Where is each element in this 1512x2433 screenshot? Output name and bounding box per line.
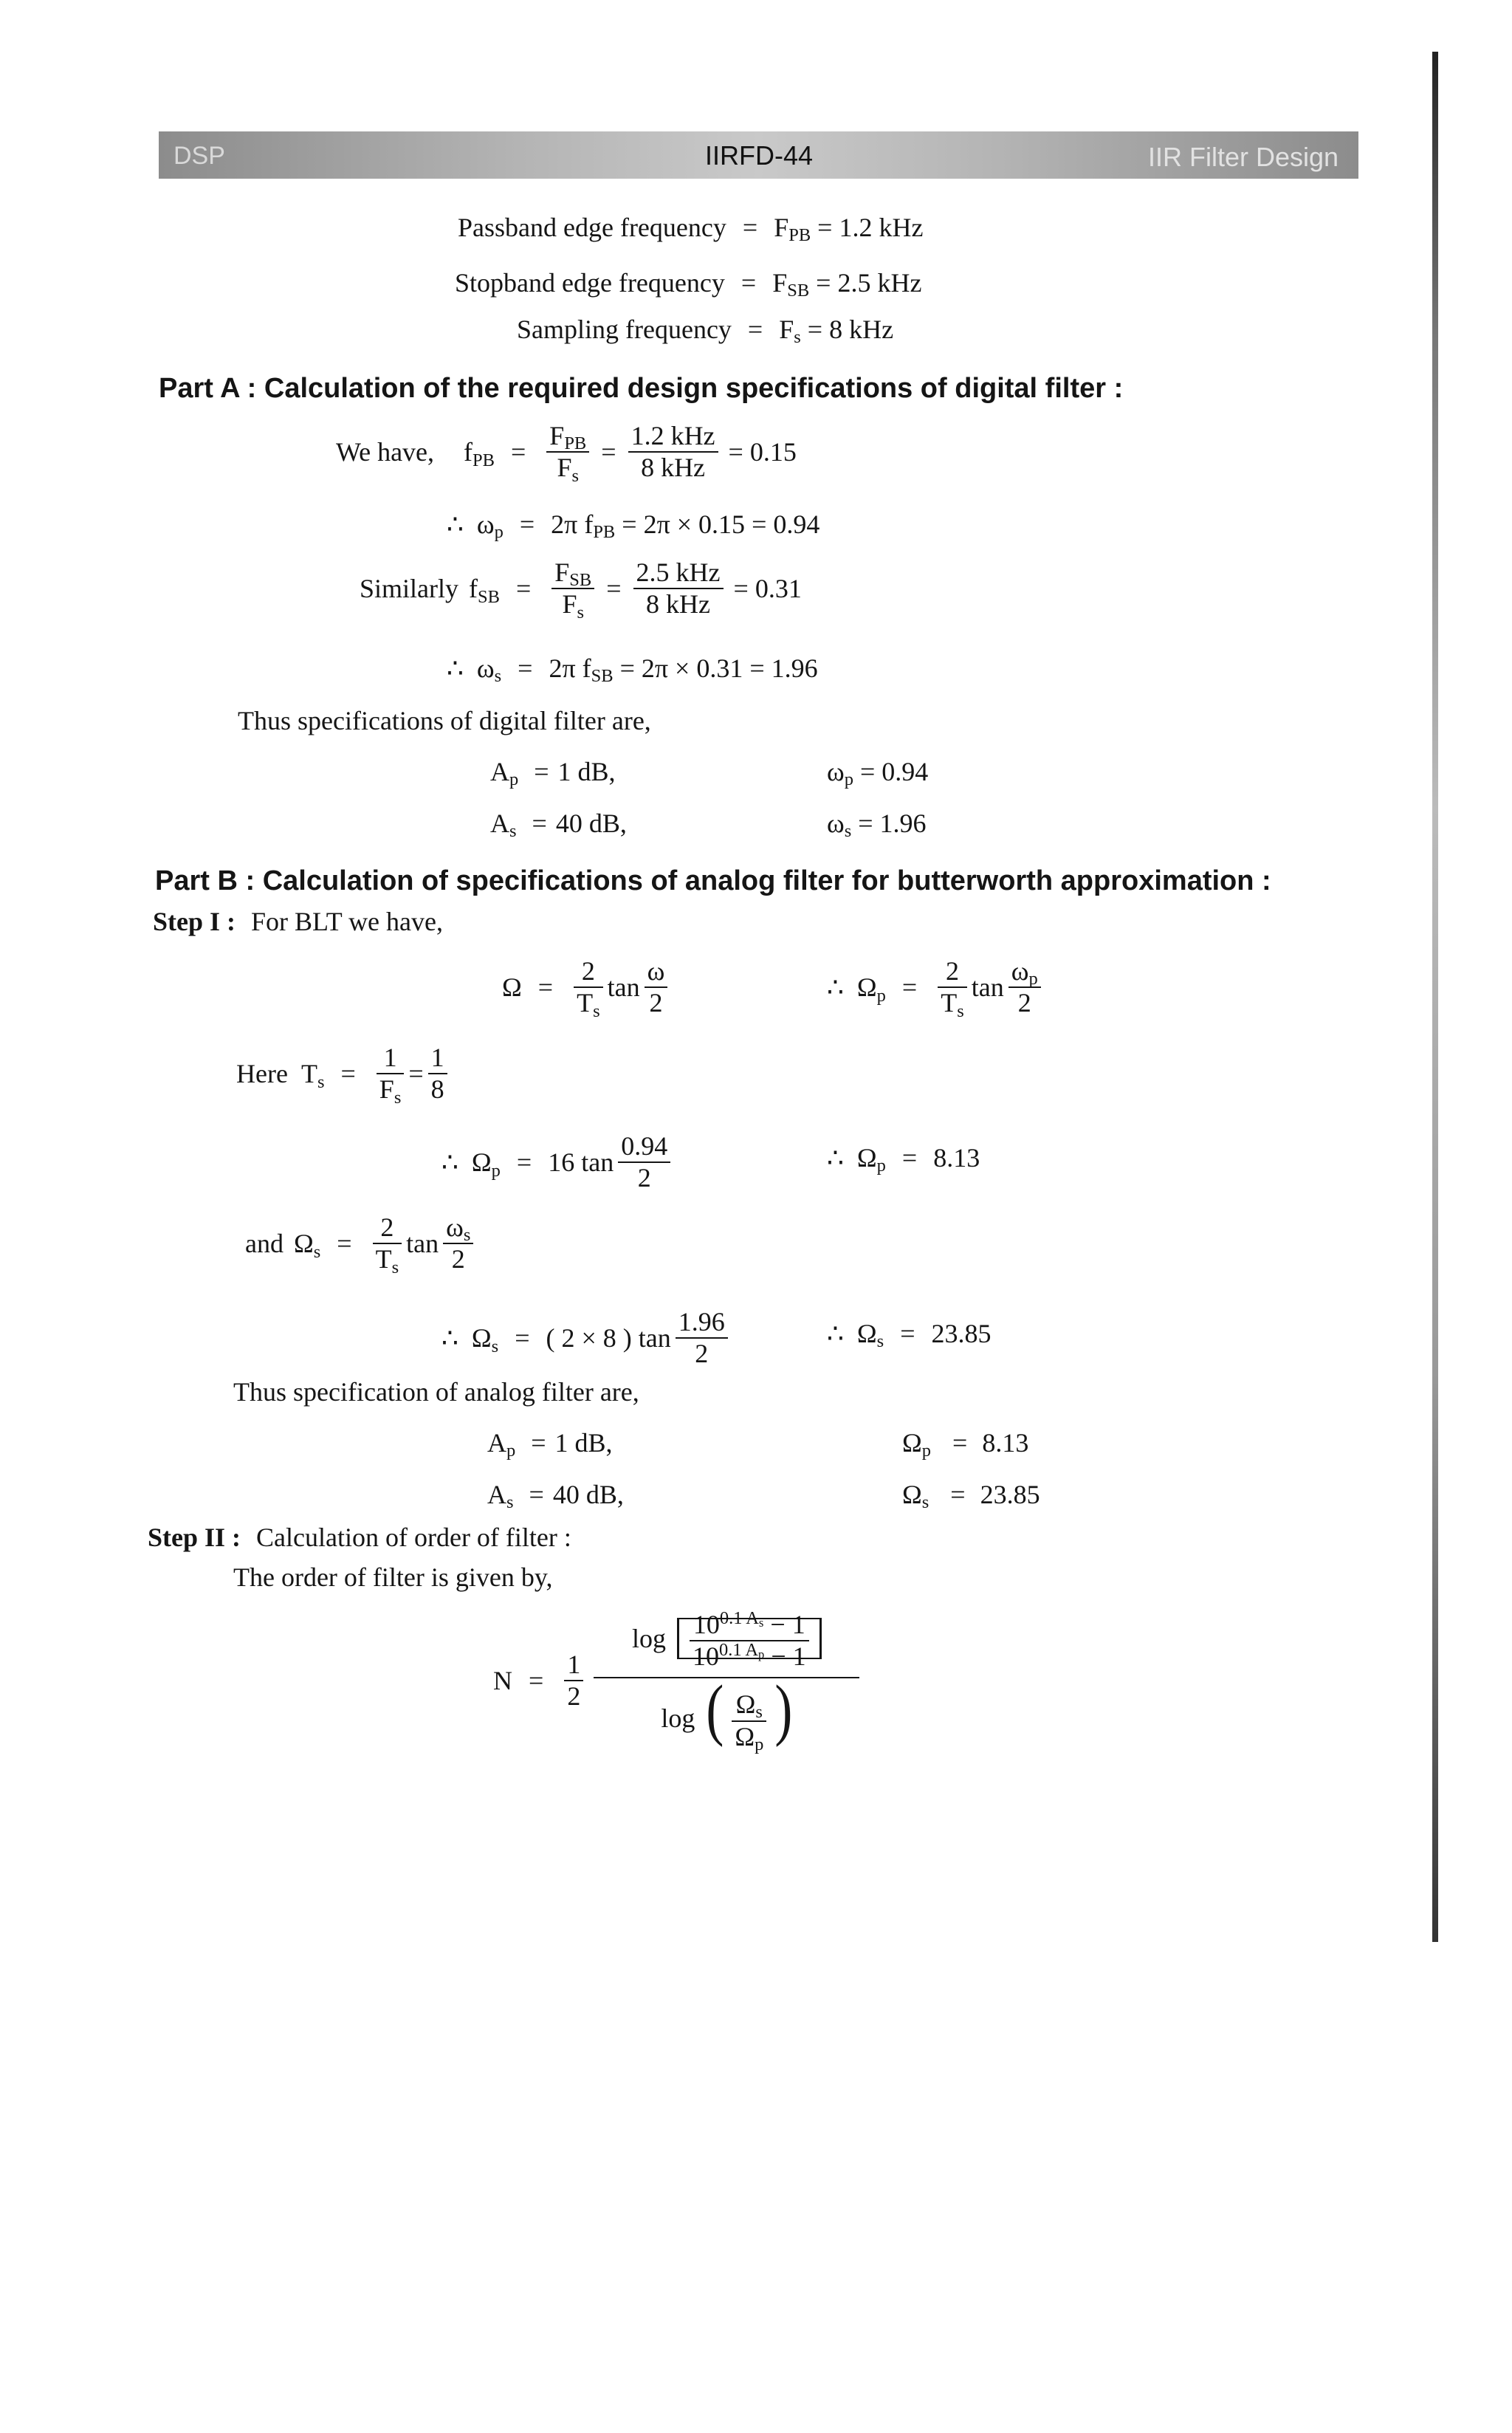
- part-b-heading: Part B : Calculation of specifications of analog filter for butterworth approximation :: [155, 865, 1271, 896]
- step1: [153, 908, 443, 935]
- sampling-value: 8 kHz: [829, 315, 894, 344]
- wp-result: 0.94: [773, 509, 820, 539]
- we-have-label: We have,: [336, 437, 435, 467]
- ws-expr: 2π × 0.31: [641, 653, 743, 683]
- analog-as-value: 40 dB,: [552, 1480, 624, 1509]
- spec-ws: $\omega_s = 1.96$: [827, 809, 927, 842]
- eq-omega-s-def: and $\Omega_s$ = $\frac{2}{T_s}$ tan $\frac{\omega_s}{2}$: [245, 1212, 478, 1275]
- ts-den: 8: [430, 1074, 444, 1105]
- given-stopband: Stopband edge frequency = $F_{SB} = 2.5$ kHz: [455, 268, 922, 301]
- sampling-label: Sampling frequency: [517, 315, 732, 344]
- step2: [148, 1524, 571, 1551]
- eq-omega-p-result: ∴ $\Omega_p$ = 8.13: [827, 1143, 980, 1176]
- given-sampling: Sampling frequency = $F_s = 8$ kHz: [517, 315, 894, 348]
- eq-fsb: Similarly $f_{SB}$ = $\frac{F_{SB}}{F_s}$ = $\frac{\text{2.5 kHz}}{\text{8 kHz}}$ = 0.31: [360, 557, 802, 622]
- eq-omega-s-result: ∴ $\Omega_s$ = 23.85: [827, 1319, 992, 1352]
- fsb-result: 0.31: [755, 574, 802, 604]
- spec-ap-value: 1 dB,: [557, 757, 616, 786]
- passband-label: Passband edge frequency: [458, 213, 726, 242]
- spec-ws-value: 1.96: [879, 809, 927, 838]
- analog-spec-ap: $A_p = 1$ dB,: [487, 1428, 613, 1461]
- step1-text: For BLT we have,: [251, 907, 443, 936]
- spec-ap: $A_p = 1$ dB,: [490, 757, 616, 790]
- spec-wp-value: 0.94: [882, 757, 929, 786]
- os-result: 23.85: [931, 1319, 992, 1348]
- fsb-num: 2.5 kHz: [636, 557, 721, 587]
- scan-edge: [1432, 52, 1438, 1942]
- eq-omega-p-calc: ∴ $\Omega_p$ = 16 tan $\frac{0.94}{2}$: [441, 1131, 675, 1194]
- fpb-result: 0.15: [749, 437, 797, 467]
- fpb-den: 8 kHz: [641, 453, 706, 483]
- header-left: DSP: [173, 142, 225, 170]
- eq-omega-p: ∴ $\omega_p$ = 2π $f_{PB} = 2\pi \times 0.15 = 0.94$: [447, 509, 820, 543]
- stopband-value: 2.5 kHz: [837, 268, 922, 298]
- digital-spec-intro: Thus specifications of digital filter are,: [238, 706, 651, 735]
- order-intro: The order of filter is given by,: [233, 1562, 553, 1592]
- step2-label: Step II :: [148, 1523, 241, 1552]
- analog-os-value: 23.85: [980, 1480, 1040, 1509]
- passband-value: 1.2 kHz: [839, 213, 924, 242]
- similarly-label: Similarly: [360, 574, 458, 604]
- eq-ts: Here $T_s$ = $\frac{1}{F_s}$ = $\frac{1}{8}$: [236, 1043, 452, 1105]
- spec-as-value: 40 dB,: [555, 809, 627, 838]
- eq-blt-omega-p: ∴ $\Omega_p$ = $\frac{2}{T_s}$ tan $\frac{\omega_p}{2}$: [827, 956, 1045, 1019]
- order-formula: N = $\frac{1}{2}$ log $\frac{10^{0.1 A_s} - 1}{10^{0.1 A_p} - 1}$ log ( $\frac{\Omega_s}{\Omega_p}$ ): [493, 1610, 864, 1752]
- eq-omega-s-calc: ∴ $\Omega_s$ = ( 2 × 8 ) tan $\frac{1.96}{2}$: [441, 1307, 732, 1370]
- header-page-id: IIRFD-44: [705, 140, 814, 171]
- step1-label: Step I :: [153, 907, 236, 936]
- analog-spec-as: $A_s = 40$ dB,: [487, 1480, 624, 1513]
- fsb-den: 8 kHz: [646, 589, 711, 620]
- spec-wp: $\omega_p = 0.94$: [827, 757, 929, 790]
- os-mult: ( 2 × 8 ) tan: [546, 1323, 671, 1353]
- analog-spec-op: $\Omega_p = 8.13$: [902, 1428, 1029, 1461]
- os-step-num: 1.96: [678, 1307, 725, 1336]
- op-step-num: 0.94: [621, 1131, 668, 1161]
- eq-fpb: We have, $f_{PB}$ = $\frac{F_{PB}}{F_s}$ = $\frac{\text{1.2 kHz}}{\text{8 kHz}}$ = 0.15: [336, 421, 797, 486]
- wp-expr: 2π × 0.15: [643, 509, 746, 539]
- fpb-num: 1.2 kHz: [630, 421, 715, 450]
- stopband-label: Stopband edge frequency: [455, 268, 725, 298]
- analog-op-value: 8.13: [982, 1428, 1029, 1458]
- ws-result: 1.96: [771, 653, 818, 683]
- spec-as: $A_s = 40$ dB,: [490, 809, 627, 842]
- and-label: and: [245, 1229, 284, 1259]
- part-a-heading: Part A : Calculation of the required design specifications of digital filter :: [159, 373, 1124, 404]
- given-passband: Passband edge frequency = $F_{PB} = 1.2$ kHz: [458, 213, 924, 246]
- analog-spec-os: $\Omega_s = 23.85$: [902, 1480, 1040, 1513]
- step2-text: Calculation of order of filter :: [256, 1523, 571, 1552]
- eq-omega-s: ∴ $\omega_s$ = 2π $f_{SB} = 2\pi \times 0.31 = 1.96$: [447, 653, 818, 687]
- here-label: Here: [236, 1059, 288, 1089]
- op-result: 8.13: [933, 1143, 980, 1173]
- analog-ap-value: 1 dB,: [554, 1428, 613, 1458]
- analog-spec-intro: Thus specification of analog filter are,: [233, 1377, 639, 1407]
- header-right: IIR Filter Design: [1148, 142, 1339, 172]
- eq-blt: Ω = $\frac{2}{T_s}$ tan $\frac{\omega}{2}$: [502, 956, 672, 1019]
